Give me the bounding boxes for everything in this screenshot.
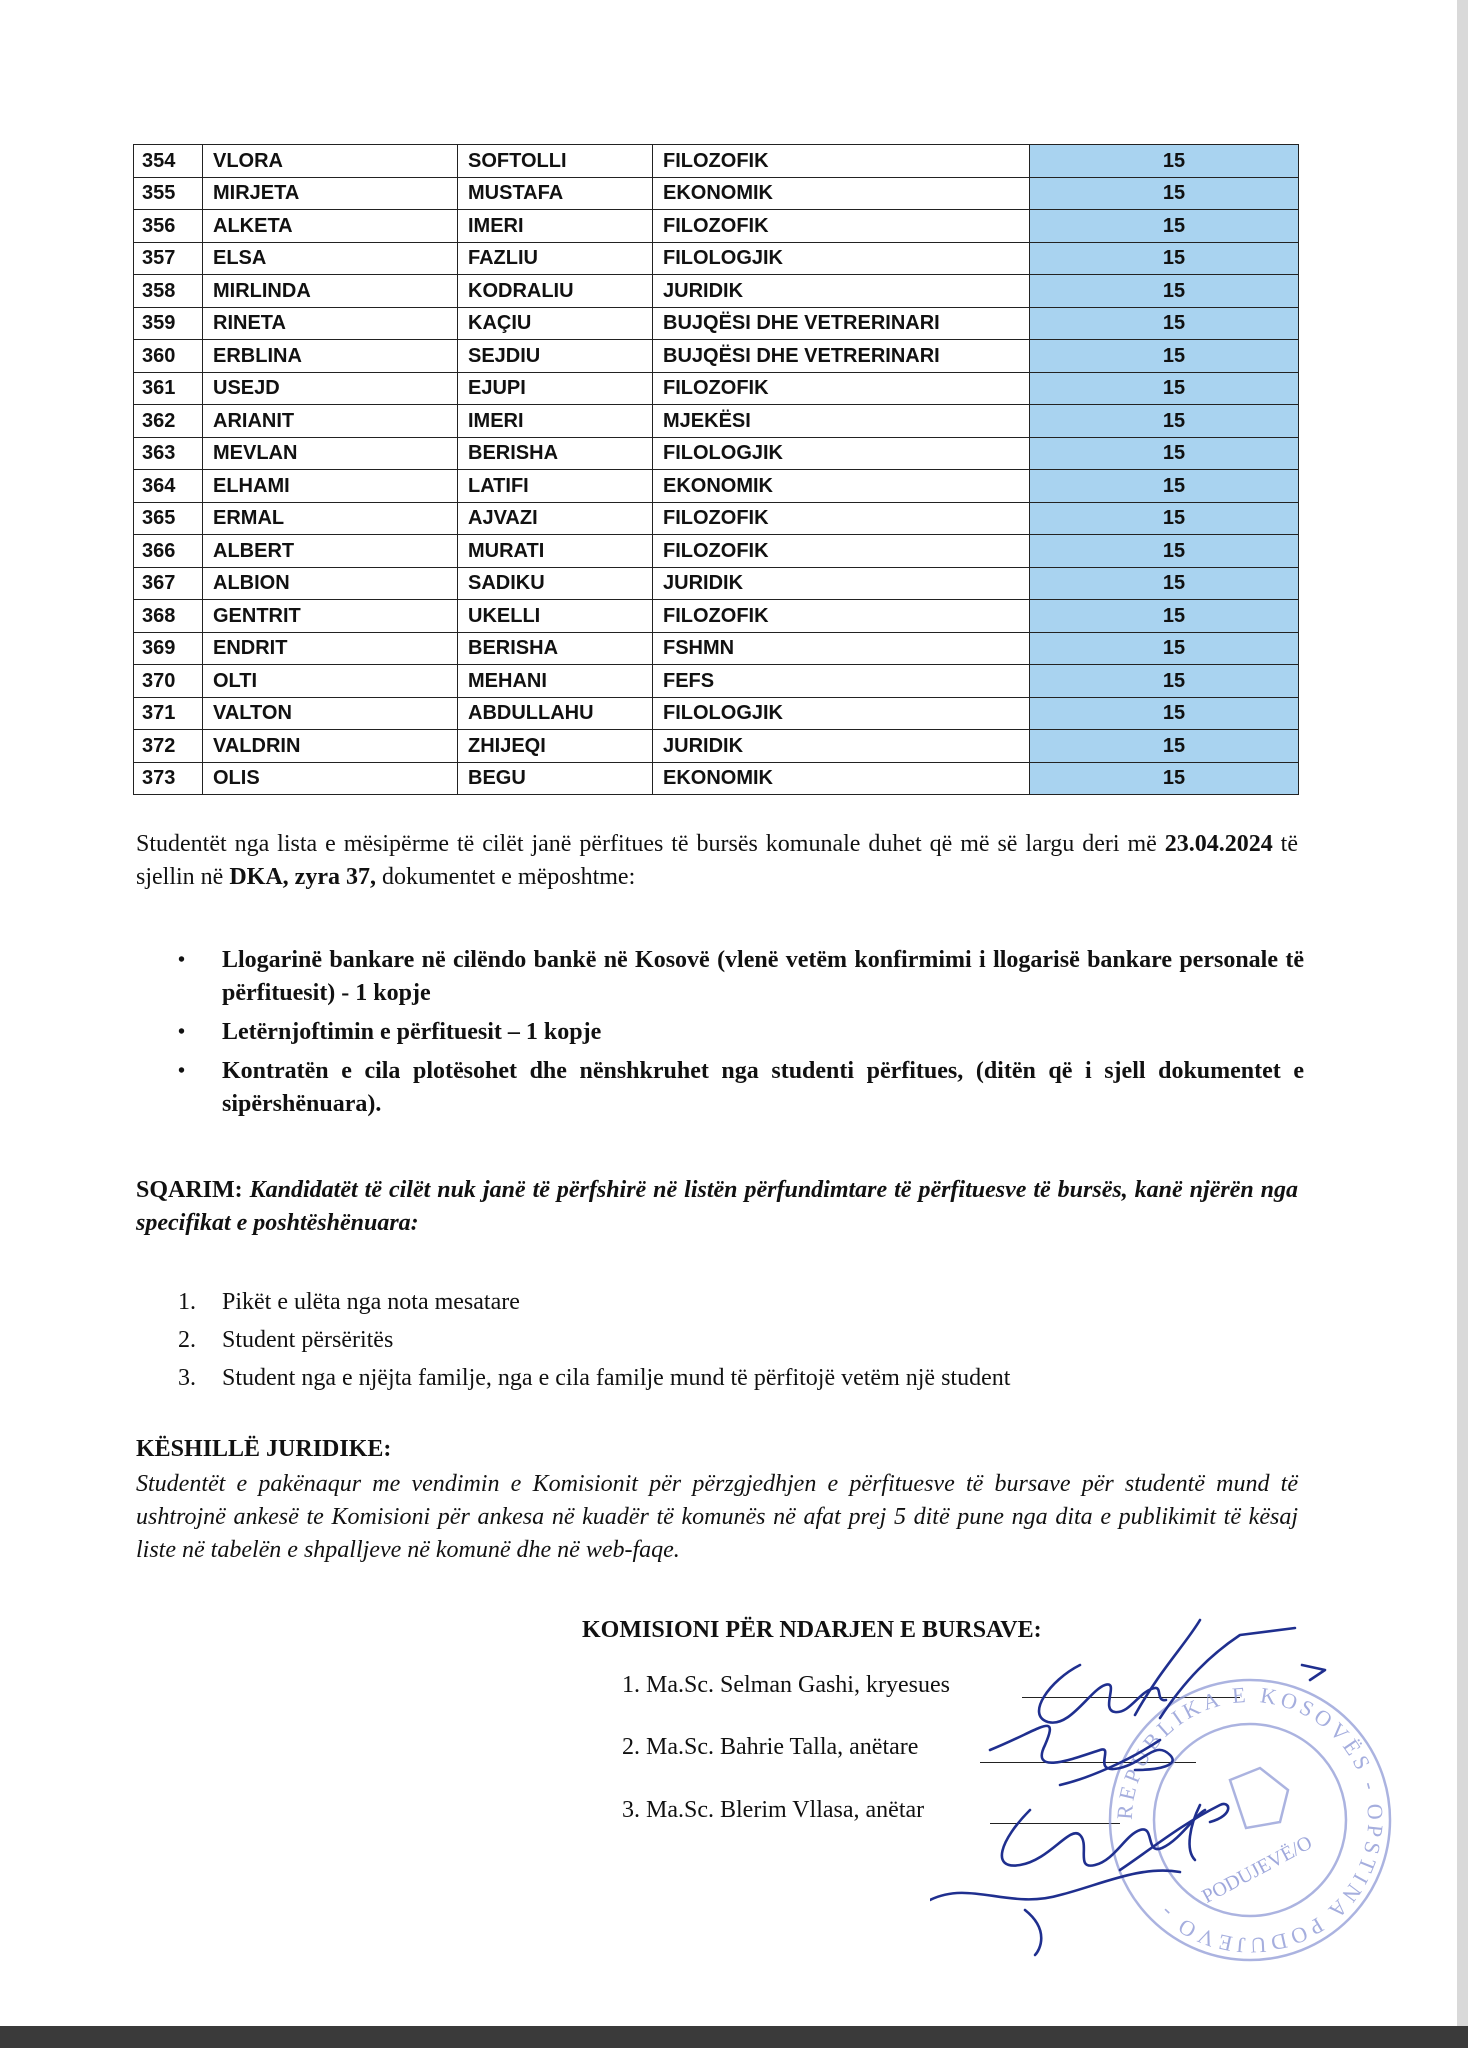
handwritten-signatures — [930, 1610, 1330, 1980]
clarification-label: SQARIM: — [136, 1177, 243, 1203]
table-row — [134, 372, 1299, 405]
last-name-cell: IMERI — [458, 210, 653, 243]
faculty-cell: FEFS — [653, 665, 1030, 698]
faculty-cell: JURIDIK — [653, 730, 1030, 763]
first-name-cell: MIRJETA — [203, 177, 458, 210]
first-name-cell: ELHAMI — [203, 470, 458, 503]
table-row — [134, 470, 1299, 503]
row-number: 373 — [134, 762, 203, 795]
faculty-cell: EKONOMIK — [653, 762, 1030, 795]
first-name-cell: RINETA — [203, 307, 458, 340]
last-name-cell: AJVAZI — [458, 502, 653, 535]
table-row — [134, 340, 1299, 373]
score-cell: 15 — [1030, 470, 1299, 503]
row-number: 372 — [134, 730, 203, 763]
faculty-cell: FILOZOFIK — [653, 502, 1030, 535]
stamp-center-text: PODUJEVË/O — [1198, 1831, 1316, 1908]
faculty-cell: FILOLOGJIK — [653, 242, 1030, 275]
faculty-cell: JURIDIK — [653, 275, 1030, 308]
last-name-cell: LATIFI — [458, 470, 653, 503]
list-item — [178, 1016, 1304, 1049]
row-number: 367 — [134, 567, 203, 600]
score-cell: 15 — [1030, 632, 1299, 665]
table-row — [134, 730, 1299, 763]
bullet-icon: • — [178, 1021, 186, 1043]
score-cell: 15 — [1030, 665, 1299, 698]
last-name-cell: SADIKU — [458, 567, 653, 600]
faculty-cell: FILOZOFIK — [653, 372, 1030, 405]
table-row — [134, 307, 1299, 340]
table-row — [134, 177, 1299, 210]
first-name-cell: ALBERT — [203, 535, 458, 568]
score-cell: 15 — [1030, 145, 1299, 178]
score-cell: 15 — [1030, 372, 1299, 405]
row-number: 354 — [134, 145, 203, 178]
table-row — [134, 145, 1299, 178]
row-number: 357 — [134, 242, 203, 275]
first-name-cell: GENTRIT — [203, 600, 458, 633]
intro-paragraph — [136, 828, 1298, 894]
first-name-cell: OLIS — [203, 762, 458, 795]
row-number: 355 — [134, 177, 203, 210]
score-cell: 15 — [1030, 535, 1299, 568]
score-cell: 15 — [1030, 340, 1299, 373]
list-number: 3. — [178, 1365, 196, 1391]
row-number: 356 — [134, 210, 203, 243]
row-number: 365 — [134, 502, 203, 535]
document-item-text: Letërnjoftimin e përfituesit – 1 kopje — [222, 1019, 602, 1045]
list-item — [178, 944, 1304, 1010]
score-cell: 15 — [1030, 210, 1299, 243]
first-name-cell: ALBION — [203, 567, 458, 600]
commission-member: 2. Ma.Sc. Bahrie Talla, anëtare — [622, 1734, 919, 1760]
last-name-cell: BERISHA — [458, 437, 653, 470]
first-name-cell: OLTI — [203, 665, 458, 698]
last-name-cell: MUSTAFA — [458, 177, 653, 210]
table-row — [134, 502, 1299, 535]
row-number: 359 — [134, 307, 203, 340]
first-name-cell: ERBLINA — [203, 340, 458, 373]
first-name-cell: VLORA — [203, 145, 458, 178]
faculty-cell: BUJQËSI DHE VETRERINARI — [653, 307, 1030, 340]
last-name-cell: BERISHA — [458, 632, 653, 665]
table-row — [134, 632, 1299, 665]
table-row — [134, 697, 1299, 730]
commission-member: 3. Ma.Sc. Blerim Vllasa, anëtar — [622, 1797, 925, 1823]
score-cell: 15 — [1030, 730, 1299, 763]
row-number: 366 — [134, 535, 203, 568]
faculty-cell: JURIDIK — [653, 567, 1030, 600]
row-number: 363 — [134, 437, 203, 470]
table-row — [134, 665, 1299, 698]
list-item — [178, 1055, 1304, 1121]
score-cell: 15 — [1030, 242, 1299, 275]
first-name-cell: MIRLINDA — [203, 275, 458, 308]
list-number: 2. — [178, 1327, 196, 1353]
required-documents-list — [178, 944, 1304, 1127]
intro-text-3: dokumentet e mëposhtme: — [375, 864, 636, 890]
faculty-cell: FILOZOFIK — [653, 600, 1030, 633]
first-name-cell: ERMAL — [203, 502, 458, 535]
list-item — [178, 1362, 1278, 1400]
reason-text: Student nga e njëjta familje, nga e cila familje mund të përfitojë vetëm një student — [222, 1365, 1011, 1391]
faculty-cell: BUJQËSI DHE VETRERINARI — [653, 340, 1030, 373]
scan-bottom-border — [0, 2026, 1468, 2048]
table-row — [134, 600, 1299, 633]
score-cell: 15 — [1030, 177, 1299, 210]
commission-member: 1. Ma.Sc. Selman Gashi, kryesues — [622, 1672, 950, 1698]
document-item-text: Llogarinë bankare në cilëndo bankë në Kosovë (vlenë vetëm konfirmimi i llogarisë bankare personale të përfituesit) - 1 kopje — [222, 947, 1304, 1006]
last-name-cell: BEGU — [458, 762, 653, 795]
table-row — [134, 210, 1299, 243]
table-row — [134, 437, 1299, 470]
last-name-cell: IMERI — [458, 405, 653, 438]
clarification-paragraph — [136, 1174, 1298, 1240]
score-cell: 15 — [1030, 600, 1299, 633]
beneficiaries-table — [133, 144, 1299, 795]
score-cell: 15 — [1030, 275, 1299, 308]
last-name-cell: MURATI — [458, 535, 653, 568]
document-item-text: Kontratën e cila plotësohet dhe nënshkruhet nga studenti përfitues, (ditën që i sjell dokumentet e sipërshënuara). — [222, 1058, 1304, 1117]
last-name-cell: SEJDIU — [458, 340, 653, 373]
office-location: DKA, zyra 37, — [229, 864, 376, 890]
legal-advice-title: KËSHILLË JURIDIKE: — [136, 1436, 392, 1462]
first-name-cell: VALDRIN — [203, 730, 458, 763]
row-number: 371 — [134, 697, 203, 730]
first-name-cell: ALKETA — [203, 210, 458, 243]
table-row — [134, 535, 1299, 568]
row-number: 370 — [134, 665, 203, 698]
last-name-cell: MEHANI — [458, 665, 653, 698]
row-number: 368 — [134, 600, 203, 633]
last-name-cell: FAZLIU — [458, 242, 653, 275]
list-item — [178, 1324, 1278, 1362]
score-cell: 15 — [1030, 502, 1299, 535]
reasons-list — [178, 1286, 1278, 1400]
faculty-cell: EKONOMIK — [653, 470, 1030, 503]
intro-text-2: të sjellin në — [136, 831, 1298, 890]
row-number: 362 — [134, 405, 203, 438]
table-row — [134, 567, 1299, 600]
score-cell: 15 — [1030, 437, 1299, 470]
faculty-cell: FILOZOFIK — [653, 210, 1030, 243]
faculty-cell: MJEKËSI — [653, 405, 1030, 438]
score-cell: 15 — [1030, 762, 1299, 795]
last-name-cell: EJUPI — [458, 372, 653, 405]
faculty-cell: FILOLOGJIK — [653, 437, 1030, 470]
score-cell: 15 — [1030, 697, 1299, 730]
faculty-cell: FILOZOFIK — [653, 535, 1030, 568]
reason-text: Pikët e ulëta nga nota mesatare — [222, 1289, 520, 1315]
faculty-cell: FILOLOGJIK — [653, 697, 1030, 730]
first-name-cell: ENDRIT — [203, 632, 458, 665]
first-name-cell: MEVLAN — [203, 437, 458, 470]
first-name-cell: VALTON — [203, 697, 458, 730]
bullet-icon: • — [178, 1060, 186, 1082]
table-row — [134, 762, 1299, 795]
score-cell: 15 — [1030, 405, 1299, 438]
last-name-cell: ABDULLAHU — [458, 697, 653, 730]
last-name-cell: UKELLI — [458, 600, 653, 633]
score-cell: 15 — [1030, 307, 1299, 340]
reason-text: Student përsëritës — [222, 1327, 394, 1353]
last-name-cell: SOFTOLLI — [458, 145, 653, 178]
row-number: 369 — [134, 632, 203, 665]
last-name-cell: KODRALIU — [458, 275, 653, 308]
scan-edge — [1457, 0, 1468, 2030]
row-number: 360 — [134, 340, 203, 373]
row-number: 364 — [134, 470, 203, 503]
list-number: 1. — [178, 1289, 196, 1315]
legal-advice-text: Studentët e pakënaqur me vendimin e Komisionit për përzgjedhjen e përfituesve të bursave për studentë mund të ushtrojnë ankesë te Komisioni për ankesa në kuadër të komunës në afat prej 5 ditë pune nga dita e publikimit të kësaj liste në tabelën e shpalljeve në komunë dhe në web-faqe. — [136, 1471, 1298, 1563]
table-row — [134, 275, 1299, 308]
last-name-cell: KAÇIU — [458, 307, 653, 340]
score-cell: 15 — [1030, 567, 1299, 600]
commission-title: KOMISIONI PËR NDARJEN E BURSAVE: — [582, 1617, 1042, 1643]
list-item — [178, 1286, 1278, 1324]
stamp-ring-text: REPUBLIKA E KOSOVËS - OPSTINA PODUJEVO - — [1111, 1681, 1389, 1959]
deadline-date: 23.04.2024 — [1164, 831, 1273, 857]
first-name-cell: ELSA — [203, 242, 458, 275]
bullet-icon: • — [178, 949, 186, 971]
last-name-cell: ZHIJEQI — [458, 730, 653, 763]
row-number: 361 — [134, 372, 203, 405]
table-row — [134, 242, 1299, 275]
faculty-cell: FSHMN — [653, 632, 1030, 665]
first-name-cell: USEJD — [203, 372, 458, 405]
row-number: 358 — [134, 275, 203, 308]
intro-text-1: Studentët nga lista e mësipërme të cilët janë përfitues të bursës komunale duhet që më së largu deri më — [136, 831, 1165, 857]
faculty-cell: FILOZOFIK — [653, 145, 1030, 178]
clarification-text: Kandidatët të cilët nuk janë të përfshirë në listën përfundimtare të përfituesve të bursës, kanë njërën nga specifikat e poshtëshënuara: — [136, 1177, 1299, 1236]
first-name-cell: ARIANIT — [203, 405, 458, 438]
table-row — [134, 405, 1299, 438]
faculty-cell: EKONOMIK — [653, 177, 1030, 210]
